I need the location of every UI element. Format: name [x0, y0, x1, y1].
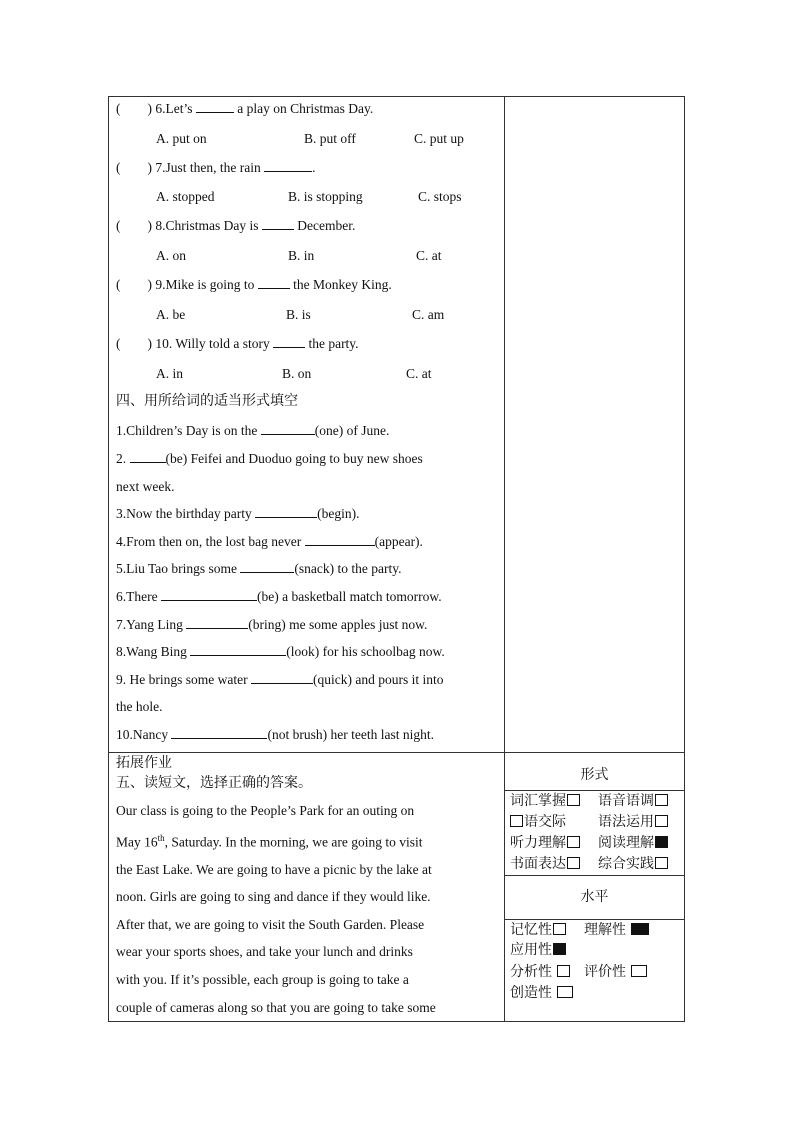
checkbox-checked[interactable] [631, 923, 649, 935]
form-item-reading[interactable]: 阅读理解 [598, 834, 668, 852]
option-c: C. at [406, 366, 432, 381]
fill-item-5: 5.Liu Tao brings some (snack) to the party. [116, 561, 402, 576]
checkbox-checked[interactable] [655, 836, 668, 848]
checkbox[interactable] [557, 986, 573, 998]
form-title: 形式 [580, 767, 609, 783]
extension-title: 拓展作业 [116, 755, 172, 771]
option-a: A. in [156, 366, 183, 381]
fill-item-9-cont: the hole. [116, 699, 163, 714]
option-c: C. put up [414, 131, 464, 146]
answer-blank[interactable] [161, 588, 257, 601]
form-item-vocab[interactable]: 词汇掌握 [510, 792, 580, 810]
form-item-grammar[interactable]: 语法运用 [598, 813, 668, 831]
level-item-memory[interactable]: 记忆性 [510, 921, 566, 939]
question-text: 6.Let’s [155, 101, 196, 116]
fill-item-10: 10.Nancy (not brush) her teeth last night. [116, 727, 434, 742]
question-text: 10. Willy told a story [155, 336, 274, 351]
answer-blank[interactable] [255, 505, 317, 518]
answer-blank[interactable] [240, 560, 294, 573]
answer-blank[interactable] [190, 643, 286, 656]
option-a: A. be [156, 307, 186, 322]
checkbox[interactable] [567, 794, 580, 806]
passage-line: May 16th, Saturday. In the morning, we are going to visit [116, 832, 423, 850]
option-b: B. in [288, 248, 315, 263]
answer-blank[interactable] [196, 100, 234, 113]
passage-line: wear your sports shoes, and take your lunch and drinks [116, 944, 413, 960]
answer-paren[interactable]: ( ) [116, 277, 152, 292]
answer-blank[interactable] [262, 217, 294, 230]
fill-item-2-cont: next week. [116, 479, 175, 494]
option-b: B. put off [304, 131, 356, 146]
checkbox[interactable] [655, 857, 668, 869]
fill-item-9: 9. He brings some water (quick) and pours it into [116, 672, 444, 687]
option-a: A. put on [156, 131, 207, 146]
answer-blank[interactable] [305, 533, 375, 546]
checkbox[interactable] [567, 836, 580, 848]
form-item-practice[interactable]: 综合实践 [598, 855, 668, 873]
passage-line: the East Lake. We are going to have a picnic by the lake at [116, 861, 432, 877]
question-text: . [312, 160, 316, 175]
passage-line: couple of cameras along so that you are going to take some [116, 999, 436, 1015]
checkbox[interactable] [631, 965, 647, 977]
level-item-analysis[interactable]: 分析性 [510, 963, 570, 981]
passage-line: After that, we are going to visit the South Garden. Please [116, 916, 425, 932]
passage-line: Our class is going to the People’s Park for an outing on [116, 803, 415, 818]
fill-item-3: 3.Now the birthday party (begin). [116, 506, 360, 521]
checkbox-checked[interactable] [553, 943, 566, 955]
question-text: the Monkey King. [289, 277, 392, 292]
level-item-application[interactable]: 应用性 [510, 941, 566, 959]
answer-blank[interactable] [186, 616, 248, 629]
form-item-writing[interactable]: 书面表达 [510, 855, 580, 873]
checkbox[interactable] [567, 857, 580, 869]
panel-divider [504, 875, 685, 876]
level-item-creativity[interactable]: 创造性 [510, 984, 573, 1002]
question-text: a play on Christmas Day. [233, 101, 374, 116]
question-text: December. [293, 218, 356, 233]
panel-divider [504, 790, 685, 791]
mc-question-8 [116, 217, 355, 235]
answer-paren[interactable]: ( ) [116, 101, 152, 116]
question-text: the party. [305, 336, 359, 351]
checkbox[interactable] [510, 815, 523, 827]
reading-passage [116, 797, 494, 1021]
level-title: 水平 [580, 889, 609, 905]
answer-blank[interactable] [258, 276, 290, 289]
option-b: B. on [282, 366, 312, 381]
answer-blank[interactable] [264, 159, 312, 172]
option-c: C. stops [418, 189, 462, 204]
option-c: C. at [416, 248, 442, 263]
fill-item-2: 2. (be) Feifei and Duoduo going to buy new shoes [116, 451, 423, 466]
mc-question-9 [116, 276, 392, 294]
checkbox[interactable] [557, 965, 570, 977]
question-text: 7.Just then, the rain [155, 160, 265, 175]
option-c: C. am [412, 307, 445, 322]
fill-item-6: 6.There (be) a basketball match tomorrow. [116, 589, 442, 604]
checkbox[interactable] [655, 815, 668, 827]
question-text: 9.Mike is going to [155, 277, 258, 292]
passage-line: noon. Girls are going to sing and dance if they would like. [116, 889, 431, 905]
fill-item-1: 1.Children’s Day is on the (one) of June. [116, 423, 390, 438]
level-item-understanding[interactable]: 理解性 [584, 921, 649, 939]
answer-blank[interactable] [251, 671, 313, 684]
option-b: B. is [286, 307, 311, 322]
mc-question-10 [116, 335, 359, 353]
mc-question-6 [116, 100, 373, 118]
answer-blank[interactable] [130, 450, 166, 463]
option-b: B. is stopping [288, 189, 363, 204]
fill-item-8: 8.Wang Bing (look) for his schoolbag now. [116, 644, 445, 659]
extension-heading: 五、读短文，选择正确的答案。 [116, 775, 312, 791]
fill-item-7: 7.Yang Ling (bring) me some apples just now. [116, 617, 428, 632]
level-item-evaluation[interactable]: 评价性 [584, 963, 647, 981]
form-item-listening[interactable]: 听力理解 [510, 834, 580, 852]
assessment-panel [504, 752, 685, 1022]
checkbox[interactable] [553, 923, 566, 935]
answer-paren[interactable]: ( ) [116, 218, 152, 233]
section4-heading: 四、用所给词的适当形式填空 [116, 393, 298, 409]
answer-blank[interactable] [261, 422, 315, 435]
question-text: 8.Christmas Day is [155, 218, 262, 233]
answer-blank[interactable] [273, 335, 305, 348]
form-item-pronunciation[interactable]: 语音语调 [598, 792, 668, 810]
passage-line: with you. If it’s possible, each group is going to take a [116, 972, 409, 988]
option-a: A. stopped [156, 189, 215, 204]
answer-paren[interactable]: ( ) [116, 336, 152, 351]
checkbox[interactable] [655, 794, 668, 806]
form-item-communication[interactable]: 语交际 [510, 813, 566, 831]
option-a: A. on [156, 248, 186, 263]
answer-blank[interactable] [171, 726, 267, 739]
panel-divider [504, 919, 685, 920]
answer-paren[interactable]: ( ) [116, 160, 152, 175]
fill-item-4: 4.From then on, the lost bag never (appear). [116, 534, 423, 549]
mc-question-7 [116, 159, 315, 177]
